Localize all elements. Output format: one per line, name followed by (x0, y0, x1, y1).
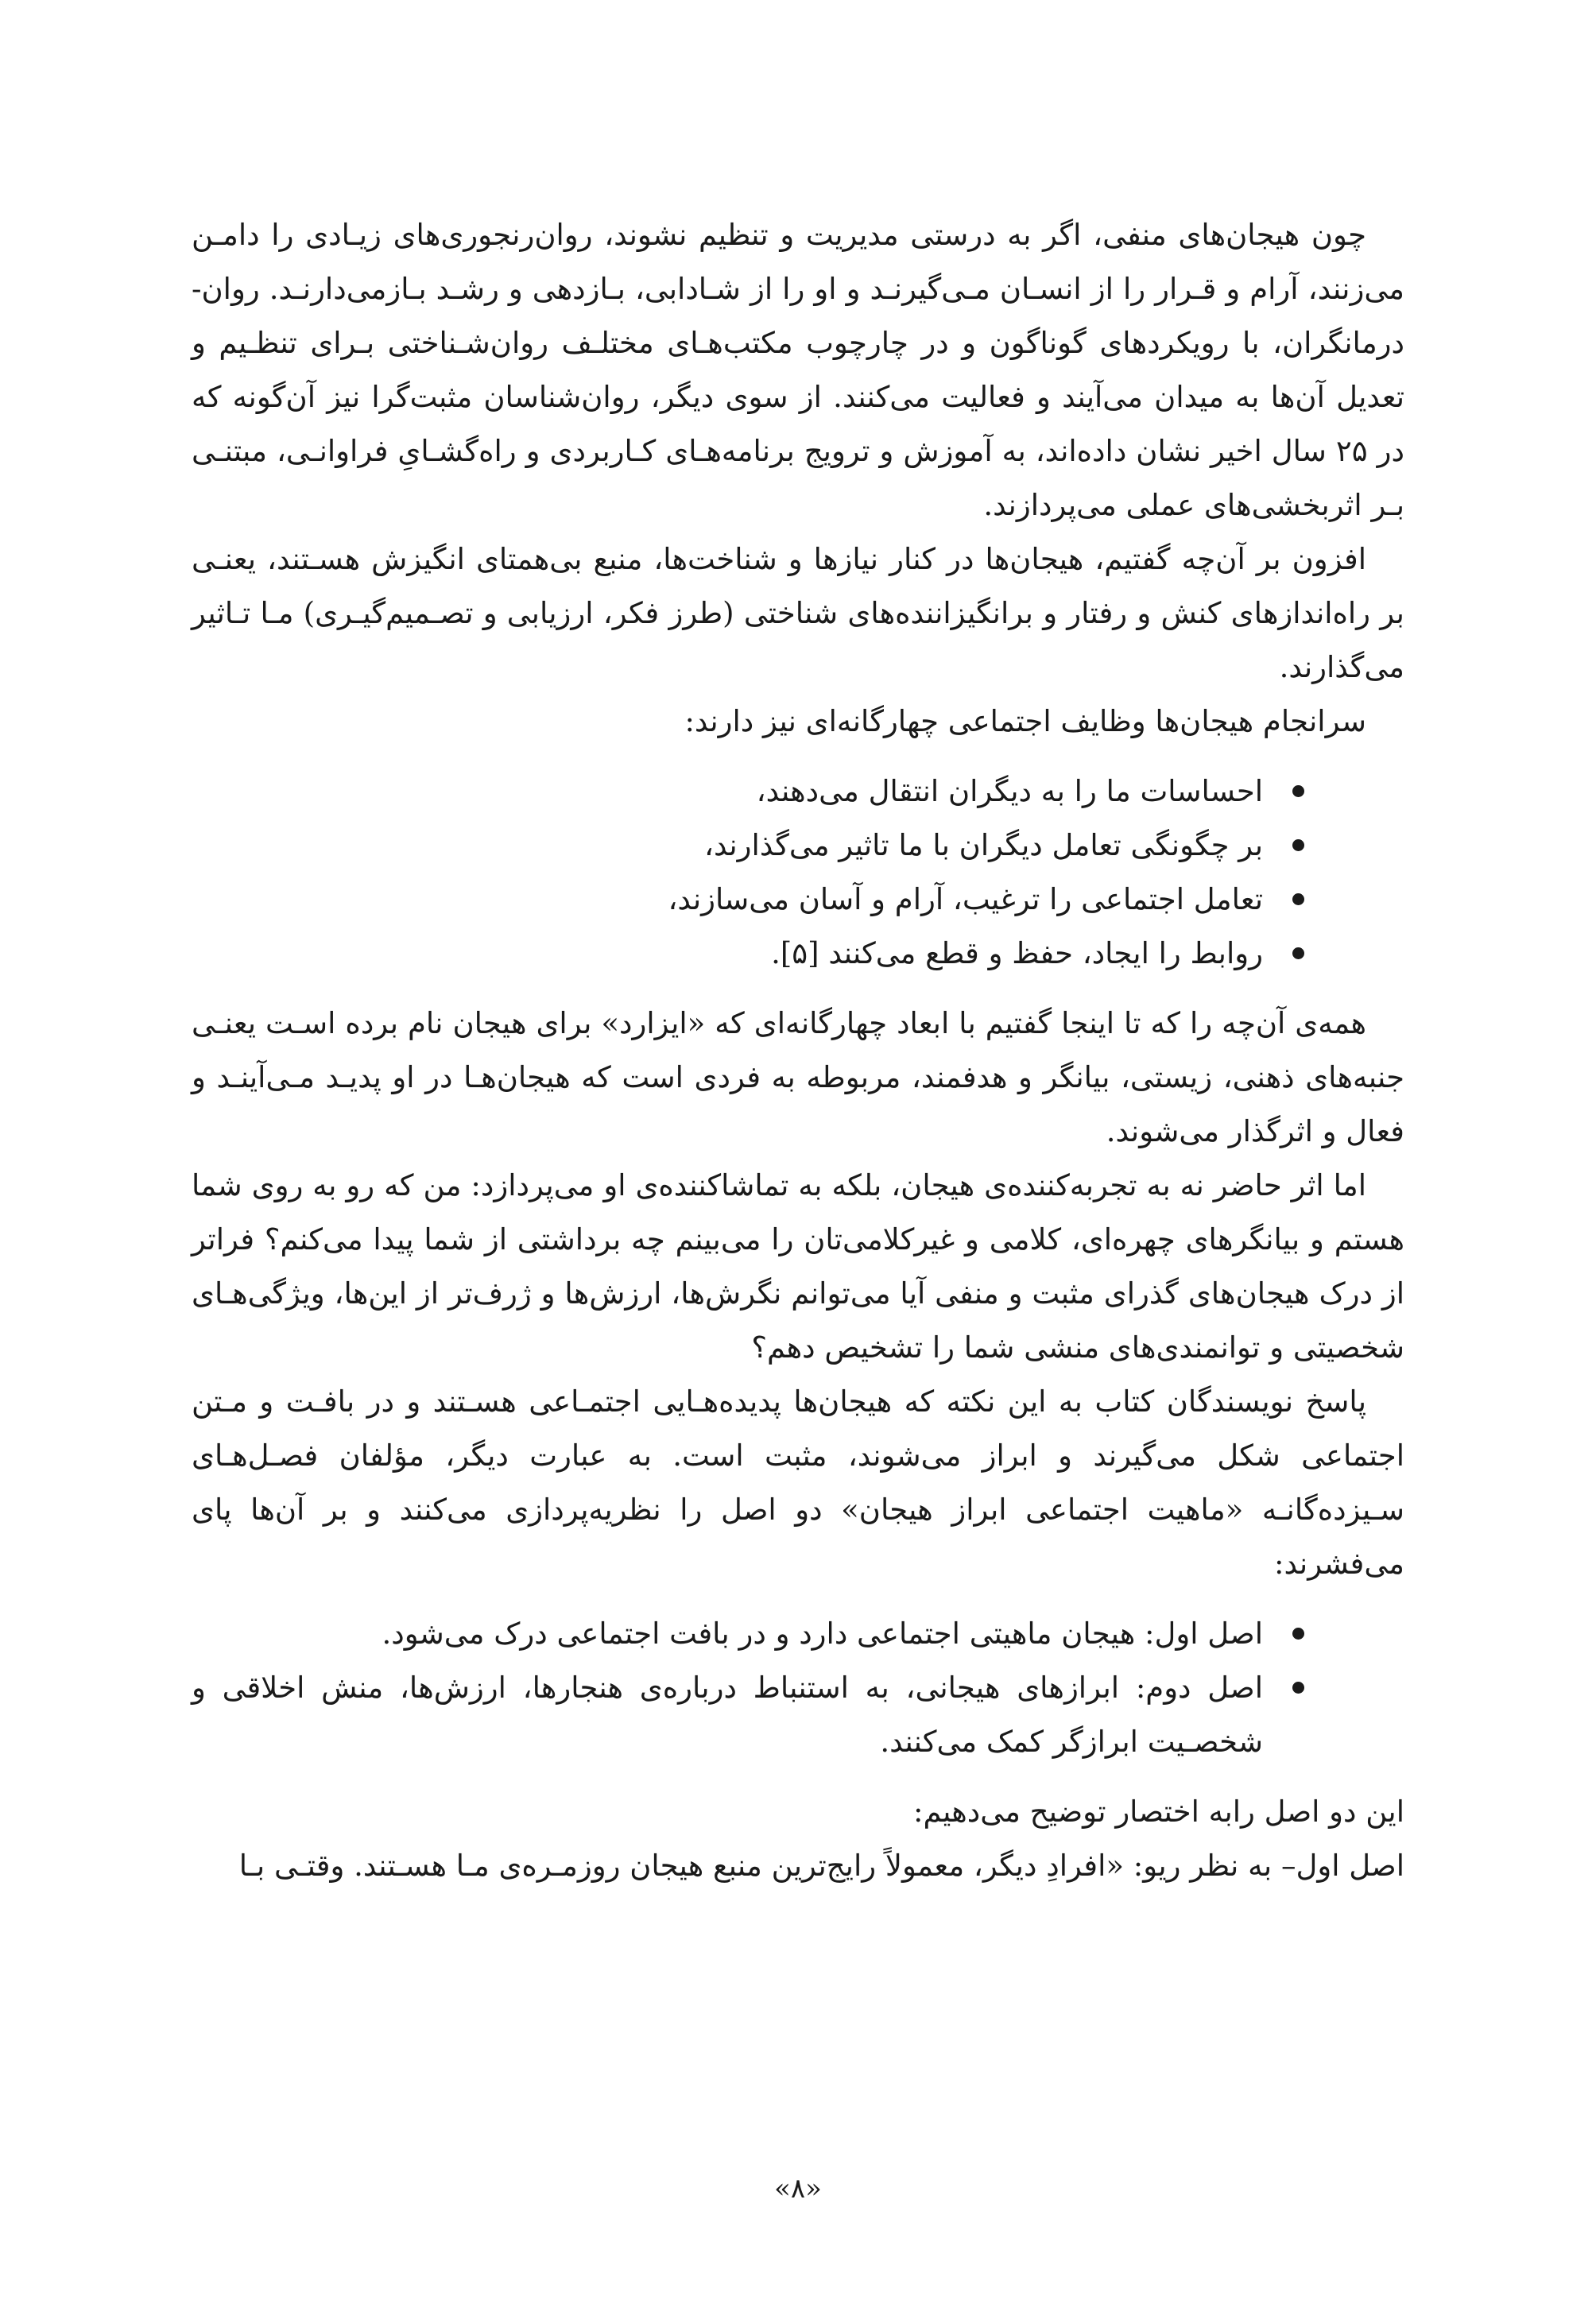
principles-list (192, 1607, 1404, 1769)
bullet-icon (1292, 947, 1304, 959)
paragraph-observer: اما اثر حاضر نه به تجربه‌کننده‌ی هیجان، بلکه به تماشاکننده‌ی او می‌پردازد: من که رو به روی شما هستم و بیانگرهای چهره‌ای، کلامی و غیرکلامی‌تان را می‌بینم چه برداشتی از شما پیدا می‌کنم؟ فراتر از درک هیجان‌های گذرای مثبت و منفی آیا می‌توانم نگرش‌ها، ارزش‌ها و ژرف‌تر از این‌ها، ویژگی‌هـای شخصیتی و توانمندی‌های منشی شما را تشخیص دهم؟ (192, 1168, 1404, 1365)
paragraph-authors-answer: پاسخ نویسندگان کتاب به این نکته که هیجان‌ها پدیده‌هـایی اجتمـاعی هسـتند و در بافـت و مـتن اجتماعی شکل می‌گیرند و ابراز می‌شوند، مثبت است. به عبارت دیگر، مؤلفان فصـل‌هـای سـیزده‌گانـه «ماهیت اجتماعی ابراز هیجان» دو اصل را نظریه‌پردازی می‌کنند و بر آن‌ها پای می‌فشرند: (192, 1384, 1404, 1581)
list-item: احساسات ما را به دیگران انتقال می‌دهند، (192, 765, 1404, 819)
list-item: بر چگونگی تعامل دیگران با ما تاثیر می‌گذارند، (192, 819, 1404, 873)
paragraph-social-functions-intro: سرانجام هیجان‌ها وظایف اجتماعی چهارگانه‌ای نیز دارند: (684, 704, 1366, 738)
bullet-icon (1292, 785, 1304, 797)
list-item: اصل اول: هیجان ماهیتی اجتماعی دارد و در بافت اجتماعی درک می‌شود. (192, 1607, 1404, 1661)
bullet-icon (1292, 1682, 1304, 1694)
bullet-icon (1292, 1628, 1304, 1640)
paragraph-negative-emotions: چون هیجان‌های منفی، اگر به درستی مدیریت و تنظیم نشوند، روان‌رنجوری‌های زیـادی را دامـن می‌زنند، آرام و قـرار را از انسـان مـی‌گیرنـد و او را از شـادابی، بـازدهی و رشـد بـازمی‌دارنـد. روان- درمانگران، با رویکردهای گوناگون و در چارچوب مکتب‌هـای مختلـف روان‌شـناختی بـرای تنظـیم و تعدیل آن‌ها به میدان می‌آیند و فعالیت می‌کنند. از سوی دیگر، روان‌شناسان مثبت‌گرا نیز آن‌گونه که در ۲۵ سال اخیر نشان داده‌اند، به آموزش و ترویج برنامه‌هـای کـاربردی و راه‌گشـایِ فراوانـی، مبتنـی بـر اثربخشی‌های عملی می‌پردازند. (192, 218, 1404, 522)
social-functions-list (192, 765, 1404, 981)
paragraph-izard: همه‌ی آن‌چه را که تا اینجا گفتیم با ابعاد چهارگانه‌ای که «ایزارد» برای هیجان نام برده اسـت یعنـی جنبه‌های ذهنی، زیستی، بیانگر و هدفمند، مربوطه به فردی است که هیجان‌هـا در او پدیـد مـی‌آینـد و فعال و اثرگذار می‌شوند. (192, 1006, 1404, 1148)
list-item: تعامل اجتماعی را ترغیب، آرام و آسان می‌سازند، (192, 873, 1404, 927)
bullet-icon (1292, 893, 1304, 905)
body-text (192, 208, 1404, 1893)
paragraph-first-principle: اصل اول– به نظر ریو: «افرادِ دیگر، معمولاً رایج‌ترین منبع هیجان روزمـره‌ی مـا هسـتند. وقتـی بـا (238, 1849, 1404, 1883)
list-item: روابط را ایجاد، حفظ و قطع می‌کنند [۵]. (192, 927, 1404, 981)
page-number: «۸» (774, 2173, 822, 2205)
list-item: اصل دوم: ابرازهای هیجانی، به استنباط درباره‌ی هنجارها، ارزش‌ها، منش اخلاقی و شخصـیت ابرازگر کمک می‌کنند. (192, 1661, 1404, 1769)
bullet-icon (1292, 839, 1304, 851)
paragraph-motivation: افزون بر آن‌چه گفتیم، هیجان‌ها در کنار نیازها و شناخت‌ها، منبع بی‌همتای انگیزش هسـتند، یعنـی بر راه‌اندازهای کنش و رفتار و برانگیزاننده‌های شناختی (طرز فکر، ارزیابی و تصـمیم‌گیـری) مـا تـاثیر می‌گذارند. (192, 542, 1404, 684)
paragraph-explain-intro: این دو اصل رابه اختصار توضیح می‌دهیم: (913, 1795, 1404, 1829)
